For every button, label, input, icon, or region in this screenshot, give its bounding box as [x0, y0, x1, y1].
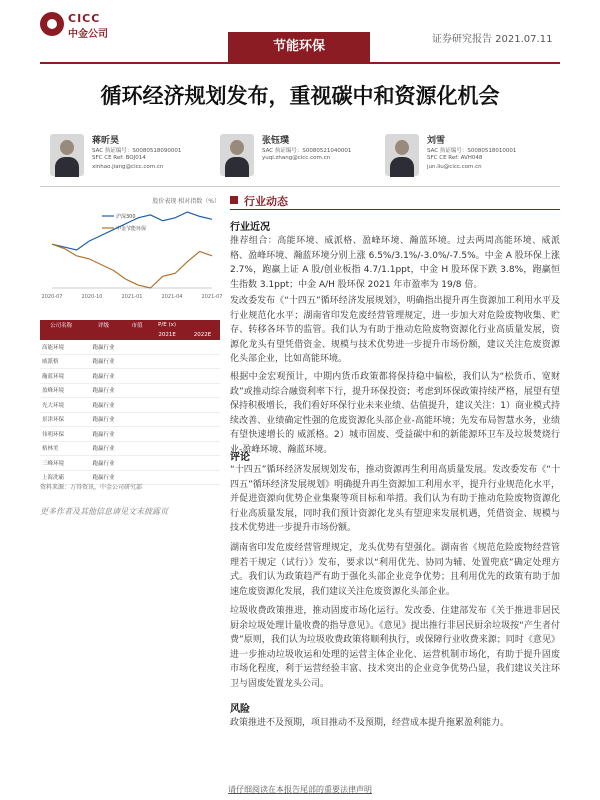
- chart-legend-label: 中金节能环保: [116, 226, 147, 232]
- table-header-cell: [125, 330, 149, 340]
- table-cell: 伟明环保: [40, 427, 82, 442]
- table-cell: [185, 398, 220, 413]
- table-cell: [149, 354, 185, 369]
- analyst-name: 蒋昕昊: [92, 136, 120, 146]
- paragraph: 垃圾收费政策推进，推动固废市场化运行。发改委、住建部发布《关于推进非居民厨余垃圾处理计量收费的指导意见》。《意见》提出推行非居民厨余垃圾按“产生者付费”原则，我们认为垃圾收费政策将顺利执行，或保障行业收费来源；同时《意见》进一步推动垃圾收运和处理的运营主体企业化、运营机制市场化，有助于提升固废市场化程度，利于运营经验丰富、技术突出的企业竞争优势凸显，我们建议关注环卫与固废处置龙头公司。: [230, 606, 560, 689]
- table-cell: 光大环境: [40, 398, 82, 413]
- table-cell: [125, 340, 149, 354]
- analyst-sac: SAC 执证编号：S0080518090001: [92, 148, 182, 154]
- paragraph: 湖南省印发危废经营管理规定，龙头优势有望强化。湖南省《规范危险废物经营管理若干规定（试行）》发布，要求以“利用优先、协同为辅、处置兜底”确定处理方式。我们认为政策趋严有助于强化头部企业竞争优势；且利用优先的政策有助于加速危废资源化发展，我们建议关注危废资源化头部企业。: [230, 543, 560, 597]
- table-cell: 跑赢行业: [82, 470, 124, 485]
- analyst-card: [220, 130, 395, 180]
- table-cell: 跑赢行业: [82, 398, 124, 413]
- table-cell: 跑赢行业: [82, 369, 124, 384]
- analyst-photo: [220, 134, 254, 176]
- table-cell: 跑赢行业: [82, 441, 124, 456]
- table-row: [40, 427, 220, 442]
- analyst-sfc: SFC CE Ref: BOJ014: [92, 155, 146, 161]
- table-cell: [149, 456, 185, 471]
- table-cell: 盈峰环境: [40, 383, 82, 398]
- table-cell: 跑赢行业: [82, 412, 124, 427]
- analyst-rule: [40, 186, 560, 187]
- analyst-name: 张钰璞: [262, 136, 290, 146]
- legal-disclaimer-link[interactable]: 请仔细阅读在本报告尾部的重要法律声明: [228, 785, 372, 794]
- analyst-email[interactable]: jun.liu@cicc.com.cn: [427, 164, 482, 170]
- table-row: [40, 398, 220, 413]
- table-cell: 跑赢行业: [82, 340, 124, 354]
- more-info-link[interactable]: 更多作者及其他信息请见文末披露页: [40, 507, 168, 516]
- table-header-cell: 2021E: [149, 330, 185, 340]
- paragraph: 政策推进不及预期，项目推动不及预期，经营成本提升拖累盈利能力。: [230, 718, 510, 728]
- section-title: 行业动态: [244, 195, 288, 208]
- logo-text-cn: 中金公司: [68, 29, 108, 40]
- table-cell: [125, 427, 149, 442]
- table-source-note: 资料来源：万得资讯，中金公司研究部: [40, 484, 143, 491]
- table-cell: [149, 369, 185, 384]
- section-rule: [230, 209, 560, 210]
- analyst-email[interactable]: xinhao.jiang@cicc.com.cn: [92, 164, 164, 170]
- table-cell: [149, 441, 185, 456]
- table-cell: [125, 398, 149, 413]
- table-header-cell: [40, 330, 82, 340]
- chart-title: 股价表现 相对指数（%）: [152, 198, 220, 205]
- table-cell: [185, 412, 220, 427]
- paragraph: “十四五”循环经济发展规划发布，推动资源再生利用高质量发展。发改委发布《“十四五”循环经济发展规划》明确提升再生资源加工利用水平，提升行业规范化水平，并促进资源向优势企业集聚等项目标和举措。我们认为有助于推动危险废物资源化行业高质量发展，同时我们预计资源化龙头有望迎来发展机遇，凭借资金、规模与技术优势进一步提升市场份额。: [230, 465, 560, 533]
- table-header-cell: 市值: [125, 320, 149, 330]
- table-row: [40, 354, 220, 369]
- table-cell: [149, 383, 185, 398]
- table-cell: [185, 456, 220, 471]
- table-cell: [149, 398, 185, 413]
- table-row: [40, 369, 220, 384]
- table-cell: 上海洗霸: [40, 470, 82, 485]
- table-cell: [185, 441, 220, 456]
- table-row: [40, 383, 220, 398]
- table-cell: [125, 383, 149, 398]
- cicc-logo: [40, 12, 130, 42]
- report-title: 循环经济规划发布，重视碳中和资源化机会: [100, 84, 500, 108]
- table-header-row: [40, 320, 220, 330]
- table-row: [40, 412, 220, 427]
- analyst-sac: SAC 执证编号：S0080518010001: [427, 148, 517, 154]
- table-cell: [149, 340, 185, 354]
- analyst-name: 刘雪: [427, 136, 446, 146]
- chart-legend-label: 沪深300: [116, 214, 136, 220]
- analyst-sfc: SFC CE Ref: AVH048: [427, 155, 483, 161]
- subheading-risk: 风险: [230, 704, 250, 715]
- subheading-recent: 行业近况: [230, 222, 270, 233]
- stock-rating-table: [40, 320, 220, 485]
- logo-text-en: CICC: [68, 12, 101, 25]
- paragraph: 发改委发布《“十四五”循环经济发展规划》，明确指出提升再生资源加工利用水平及行业规范化水平；湖南省印发危废经营管理规定，进一步加大对危险废物收集、贮存、转移各环节的监管。我们认为有助于推动危险废物资源化行业高质量发展，资源化龙头有望凭借资金、规模与技术优势进一步提升市场份额，建议关注危废资源化头部企业，比如高能环境。: [230, 296, 560, 364]
- table-cell: [149, 427, 185, 442]
- paragraph: 根据中金宏观预计，中期内货币政策都将保持稳中偏松，我们认为“松货币、宽财政”或推动综合融资利率下行，提升环保投资；考虑到环保政策持续严格，展望有望保持积极增长，我们看好环保行业未来业绩、估值提升，建议关注：1）商业模式持续改善、业绩确定性强的危废资源化头部企业-高能环境；先发布局智慧水务，业绩有望快速增长的 威派格。2）城市固废、受益碳中和的新能源环卫车及垃圾焚烧行业-盈峰环境、瀚蓝环境。: [230, 372, 560, 455]
- table-cell: 跑赢行业: [82, 383, 124, 398]
- chart-x-tick-label: 2020-10: [81, 294, 103, 300]
- sector-tab: 节能环保: [228, 32, 370, 62]
- chart-series-line: [52, 244, 212, 288]
- table-cell: 高能环境: [40, 340, 82, 354]
- table-header-cell: P/E (x): [149, 320, 185, 330]
- table-cell: 跑赢行业: [82, 354, 124, 369]
- stock-performance-chart: [40, 204, 223, 304]
- analyst-card: [50, 130, 225, 180]
- table-cell: [125, 441, 149, 456]
- cicc-logo-mark-icon: [40, 12, 64, 36]
- chart-x-tick-label: 2021-07: [201, 294, 223, 300]
- table-cell: [125, 456, 149, 471]
- analyst-sac: SAC 执证编号：S0080521040001: [262, 148, 352, 154]
- table-cell: 跑赢行业: [82, 427, 124, 442]
- table-cell: [125, 412, 149, 427]
- analyst-photo: [385, 134, 419, 176]
- table-cell: [149, 470, 185, 485]
- table-cell: [185, 354, 220, 369]
- header-rule: [40, 62, 560, 64]
- table-cell: [185, 340, 220, 354]
- paragraph: 推荐组合：高能环境、威派格、盈峰环境、瀚蓝环境。过去两周高能环境、威派格、盈峰环境、瀚蓝环境分别上涨 6.5%/3.1%/-3.0%/-7.5%。中金 A 股环保上涨 2.7%，跑赢上证 A 股/创业板指 4.7/1.1ppt，中金 H 股环保下跌 3.8%，跑赢恒生指数 3.1ppt；中金 A/H 股环保 2021 年市盈率为 19/8 倍。: [230, 236, 560, 290]
- table-subheader-row: [40, 330, 220, 340]
- table-cell: [185, 427, 220, 442]
- table-cell: [185, 470, 220, 485]
- table-header-cell: 评级: [82, 320, 124, 330]
- table-cell: 景津环保: [40, 412, 82, 427]
- table-cell: 瀚蓝环境: [40, 369, 82, 384]
- analyst-photo: [50, 134, 84, 176]
- table-cell: 三峰环境: [40, 456, 82, 471]
- table-cell: [185, 383, 220, 398]
- chart-x-tick-label: 2020-07: [41, 294, 63, 300]
- table-cell: [125, 354, 149, 369]
- report-type-date: 证券研究报告 2021.07.11: [432, 34, 553, 45]
- section-square-icon: [230, 196, 238, 204]
- table-cell: [185, 369, 220, 384]
- table-header-cell: 2022E: [185, 330, 220, 340]
- subheading-comment: 评论: [230, 452, 250, 463]
- table-header-cell: [185, 320, 220, 330]
- table-row: [40, 441, 220, 456]
- table-header-cell: [82, 330, 124, 340]
- analyst-card: [385, 130, 560, 180]
- table-cell: [125, 369, 149, 384]
- table-cell: [149, 412, 185, 427]
- table-cell: 跑赢行业: [82, 456, 124, 471]
- table-row: [40, 456, 220, 471]
- table-row: [40, 340, 220, 354]
- table-cell: 格林美: [40, 441, 82, 456]
- chart-x-tick-label: 2021-04: [161, 294, 183, 300]
- analyst-email[interactable]: yuqi.zhang@cicc.com.cn: [262, 155, 331, 161]
- table-cell: 威派格: [40, 354, 82, 369]
- table-header-cell: 公司名称: [40, 320, 82, 330]
- chart-x-tick-label: 2021-01: [121, 294, 143, 300]
